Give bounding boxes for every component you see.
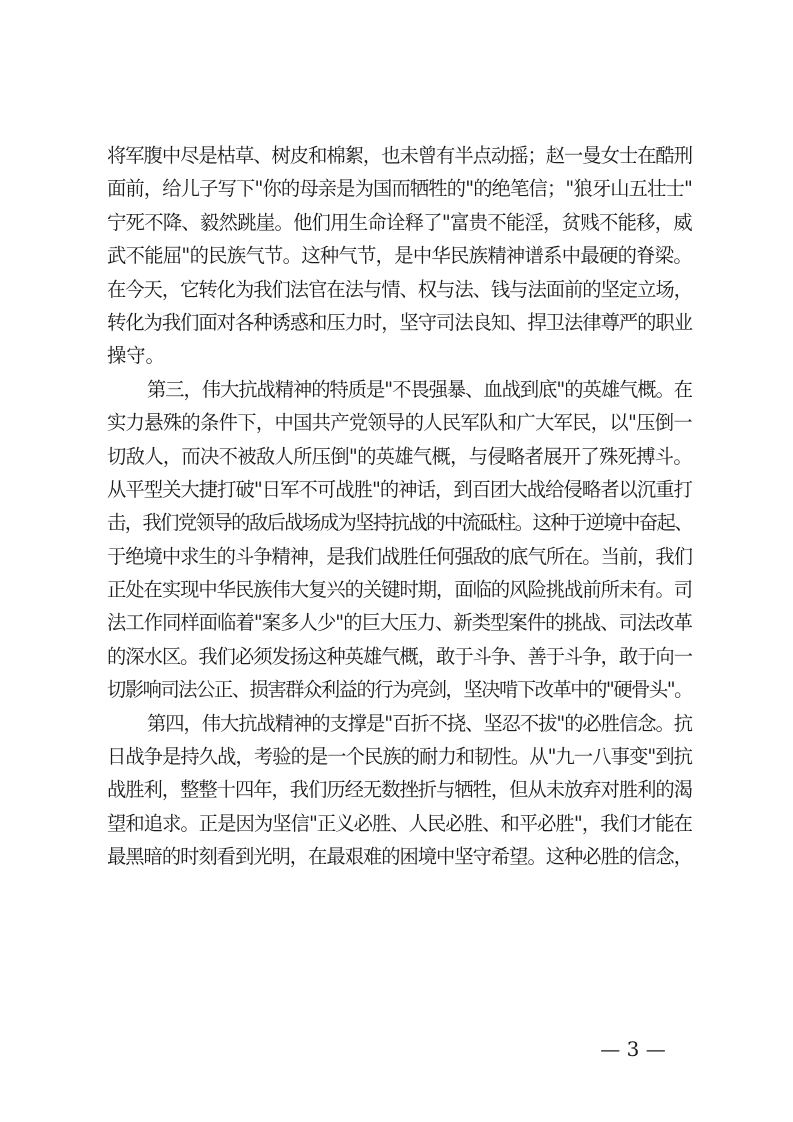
paragraph [107, 373, 692, 707]
text-line: 望和追求。正是因为坚信"正义必胜、人民必胜、和平必胜"，我们才能在 [107, 811, 692, 835]
text-line: 法工作同样面临着"案多人少"的巨大压力、新类型案件的挑战、司法改革 [107, 611, 692, 635]
text-line: 最黑暗的时刻看到光明，在最艰难的困境中坚守希望。这种必胜的信念， [107, 845, 692, 869]
text-line: 日战争是持久战，考验的是一个民族的耐力和韧性。从"九一八事变"到抗 [107, 745, 692, 769]
text-line: 面前，给儿子写下"你的母亲是为国而牺牲的"的绝笔信；"狼牙山五壮士" [107, 177, 692, 201]
paragraph [107, 139, 692, 373]
text-line: 于绝境中求生的斗争精神，是我们战胜任何强敌的底气所在。当前，我们 [107, 544, 692, 568]
paragraph [107, 707, 692, 874]
text-line: 在今天，它转化为我们法官在法与情、权与法、钱与法面前的坚定立场， [107, 277, 692, 301]
text-line: 正处在实现中华民族伟大复兴的关键时期，面临的风险挑战前所未有。司 [107, 578, 692, 602]
page-number: — 3 — [600, 1037, 666, 1061]
text-line: 击，我们党领导的敌后战场成为坚持抗战的中流砥柱。这种于逆境中奋起、 [107, 511, 692, 535]
text-line: 的深水区。我们必须发扬这种英雄气概，敢于斗争、善于斗争，敢于向一 [107, 644, 692, 668]
body-text [107, 139, 692, 874]
text-line: 操守。 [107, 344, 165, 368]
text-line: 从平型关大捷打破"日军不可战胜"的神话，到百团大战给侵略者以沉重打 [107, 477, 692, 501]
text-line: 第四，伟大抗战精神的支撑是"百折不挠、坚忍不拔"的必胜信念。抗 [147, 711, 693, 735]
text-line: 切影响司法公正、损害群众利益的行为亮剑，坚决啃下改革中的"硬骨头"。 [107, 678, 692, 702]
text-line: 武不能屈"的民族气节。这种气节，是中华民族精神谱系中最硬的脊梁。 [107, 244, 692, 268]
text-line: 切敌人，而决不被敌人所压倒"的英雄气概，与侵略者展开了殊死搏斗。 [107, 444, 692, 468]
text-line: 将军腹中尽是枯草、树皮和棉絮，也未曾有半点动摇；赵一曼女士在酷刑 [107, 144, 692, 167]
text-line: 宁死不降、毅然跳崖。他们用生命诠释了"富贵不能淫，贫贱不能移，威 [107, 210, 692, 234]
text-line: 转化为我们面对各种诱惑和压力时，坚守司法良知、捍卫法律尊严的职业 [107, 310, 692, 334]
text-line: 实力悬殊的条件下，中国共产党领导的人民军队和广大军民，以"压倒一 [107, 411, 692, 435]
text-line: 战胜利，整整十四年，我们历经无数挫折与牺牲，但从未放弃对胜利的渴 [107, 778, 692, 802]
text-line: 第三，伟大抗战精神的特质是"不畏强暴、血战到底"的英雄气概。在 [147, 377, 693, 401]
